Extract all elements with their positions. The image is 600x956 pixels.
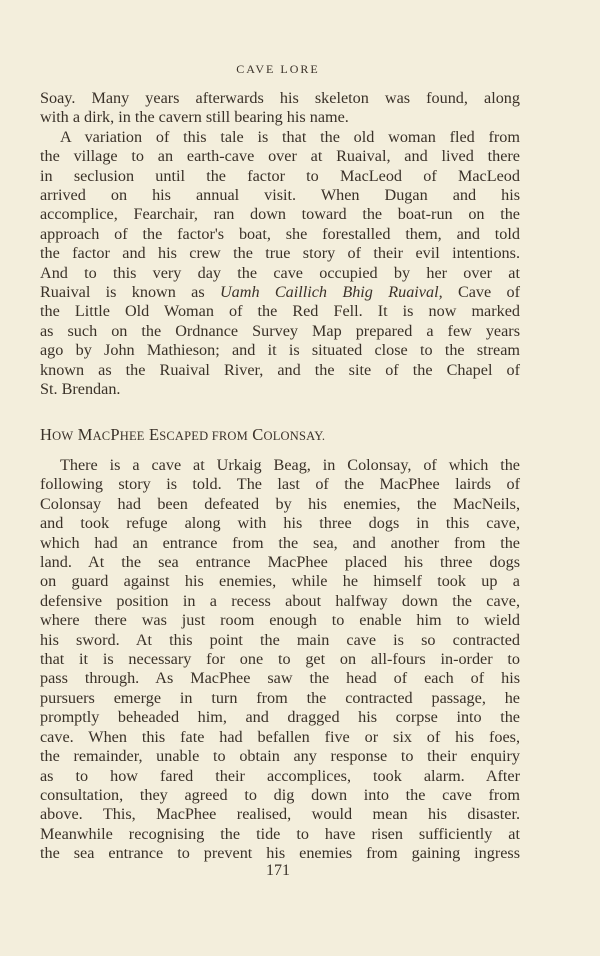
body-text-bottom xyxy=(40,456,520,864)
text-line: following story is told. The last of the MacPhee lairds of xyxy=(40,475,520,494)
text-line: in seclusion until the factor to MacLeod of MacLeod xyxy=(40,166,520,185)
text-line: land. At the sea entrance MacPhee placed his three dogs xyxy=(40,553,520,572)
text-line: where there was just room enough to enable him to wield xyxy=(40,611,520,630)
text-line: There is a cave at Urkaig Beag, in Colonsay, of which the xyxy=(60,456,520,474)
text-line: with a dirk, in the cavern still bearing his name. xyxy=(40,108,349,127)
text-segment: Cave of xyxy=(442,283,521,302)
text-line: promptly beheaded him, and dragged his corpse into the xyxy=(40,708,520,727)
text-line: and took refuge along with his three dogs in this cave, xyxy=(40,514,520,533)
text-line: approach of the factor's boat, she forestalled them, and told xyxy=(40,224,520,243)
text-segment: Ruaival is known as xyxy=(40,283,220,302)
text-line: cave. When this fate had befallen five or six of his foes, xyxy=(40,727,520,746)
cave-name-italic: Uamh Caillich Bhig Ruaival, xyxy=(219,283,443,302)
text-line: which had an entrance from the sea, and another from the xyxy=(40,533,520,552)
text-line: Colonsay had been defeated by his enemies, the MacNeils, xyxy=(40,494,520,513)
text-line: accomplice, Fearchair, ran down toward the boat-run on the xyxy=(40,205,520,224)
section-heading: HOW MACPHEE ESCAPED FROM COLONSAY. xyxy=(40,425,326,444)
text-line: as such on the Ordnance Survey Map prepared a few years xyxy=(40,321,520,340)
page-number: 171 xyxy=(266,862,290,879)
text-line: St. Brendan. xyxy=(40,380,121,399)
text-line: the village to an earth-cave over at Ruaival, and lived there xyxy=(40,147,520,166)
text-line: pass through. As MacPhee saw the head of each of his xyxy=(40,669,520,688)
text-line: Meanwhile recognising the tide to have risen sufficiently at xyxy=(40,824,520,843)
text-line: known as the Ruaival River, and the site of the Chapel of xyxy=(40,360,520,379)
text-line: And to this very day the cave occupied by her over at xyxy=(40,263,520,282)
text-line: pursuers emerge in turn from the contracted passage, he xyxy=(40,688,520,707)
text-line: defensive position in a recess about halfway down the cave, xyxy=(40,591,520,610)
text-line: the remainder, unable to obtain any response to their enquiry xyxy=(40,747,520,766)
text-line: the Little Old Woman of the Red Fell. It is now marked xyxy=(40,302,520,321)
text-line: consultation, they agreed to dig down into the cave from xyxy=(40,785,520,804)
text-line: above. This, MacPhee realised, would mean his disaster. xyxy=(40,805,520,824)
text-line xyxy=(40,283,520,302)
body-text-top xyxy=(40,89,520,400)
text-line: as to how fared their accomplices, took alarm. After xyxy=(40,766,520,785)
running-head: CAVE LORE xyxy=(236,62,320,76)
text-line: ago by John Mathieson; and it is situated close to the stream xyxy=(40,341,520,360)
text-line: the sea entrance to prevent his enemies from gaining ingress xyxy=(40,844,520,863)
text-line: that it is necessary for one to get on all-fours in-order to xyxy=(40,650,520,669)
text-line: the factor and his crew the true story of their evil intentions. xyxy=(40,244,520,263)
text-line: arrived on his annual visit. When Dugan and his xyxy=(40,186,520,205)
text-line: Soay. Many years afterwards his skeleton was found, along xyxy=(40,89,520,107)
text-line: A variation of this tale is that the old woman fled from xyxy=(60,127,520,146)
text-line: on guard against his enemies, while he himself took up a xyxy=(40,572,520,591)
text-line: his sword. At this point the main cave is so contracted xyxy=(40,630,520,649)
